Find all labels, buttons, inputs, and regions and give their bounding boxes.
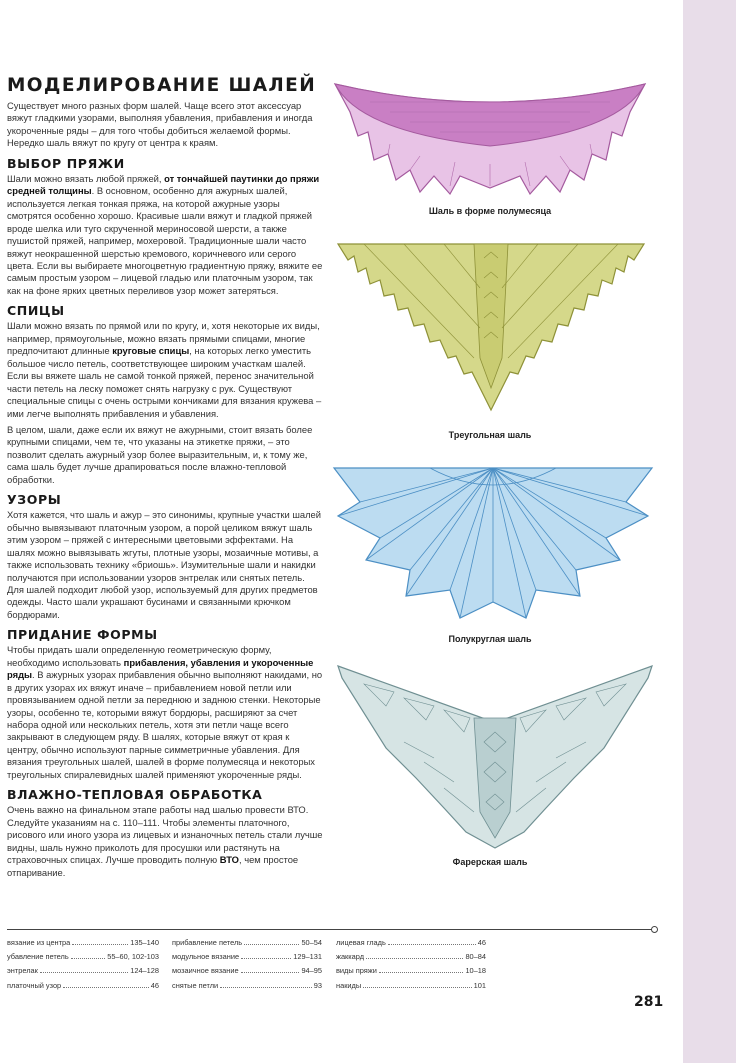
index-term: модульное вязание bbox=[172, 952, 240, 962]
index-entry[interactable] bbox=[7, 979, 159, 993]
section-heading-needles: СПИЦЫ bbox=[7, 303, 65, 319]
leader-dots bbox=[220, 980, 312, 988]
text-run: , чем простое отпаривание. bbox=[7, 854, 299, 878]
semicircle-shawl-caption: Полукруглая шаль bbox=[448, 634, 532, 644]
index-pages: 93 bbox=[313, 980, 322, 990]
index-entry[interactable] bbox=[7, 936, 159, 950]
index-column-2 bbox=[172, 936, 322, 993]
text-run: . В основном, особенно для ажурных шалей, используется легкая тонкая пряжа, на которой ажурные узоры смотрятся особенно хорошо. Красивые шали вяжут и гладкой пряжей вроде шелка или туго скрученной мериносовой шерсти, а также пушистой пряжей, например, мохеровой. Традиционные шали часто вяжут неокрашенной шерстью кремового, коричневого или серого цвета. Если вы выбираете многоцветную градиентную пряжу, вяжите ее самым простым узором – лицевой гладью или платочным узором, так как на фоне ярких цветных переливов узор может затеряться. bbox=[7, 185, 323, 296]
bold-term: ВТО bbox=[219, 854, 239, 866]
index-term: жаккард bbox=[336, 952, 365, 962]
index-term: снятые петли bbox=[172, 980, 219, 990]
faroese-shawl-caption: Фарерская шаль bbox=[452, 857, 528, 867]
index-entry[interactable] bbox=[336, 964, 486, 978]
index-entry[interactable] bbox=[172, 979, 322, 993]
leader-dots bbox=[366, 951, 463, 959]
index-divider-end-dot bbox=[651, 926, 658, 933]
index-entry[interactable] bbox=[336, 936, 486, 950]
leader-dots bbox=[63, 980, 149, 988]
text-run: Шали можно вязать любой пряжей, bbox=[7, 172, 162, 184]
index-pages: 94–95 bbox=[301, 966, 322, 976]
index-pages: 101 bbox=[473, 980, 486, 990]
crescent-shawl-illustration bbox=[330, 76, 650, 198]
index-column-1 bbox=[7, 936, 159, 993]
index-column-3 bbox=[336, 936, 486, 993]
text-run: . В ажурных узорах прибавления обычно выполняют накидами, но в других узорах их вяжут иначе – прибавлением новой петли или провязыванием одной петли за переднюю и заднюю стенки. Некоторые узоры, особенно те, которыми вяжут бордюры, расширяют за счет набора одной или нескольких петель, хотя эти петли чаще всего закрывают в следующем ряду. В шалях, которые вяжут от края к центру, обычно используют парные симметричные убавления. Для вязания треугольных шалей, шалей в форме полумесяца и некоторых треугольных спиралевидных шалей применяют укороченные ряды. bbox=[7, 669, 323, 780]
triangle-shawl-caption: Треугольная шаль bbox=[448, 430, 532, 440]
semicircle-shawl-illustration bbox=[330, 462, 656, 624]
shaping-paragraph bbox=[7, 644, 323, 781]
section-heading-patterns: УЗОРЫ bbox=[7, 492, 62, 508]
index-term: лицевая гладь bbox=[336, 938, 386, 947]
index-pages: 46 bbox=[150, 980, 159, 990]
intro-paragraph: Существует много разных форм шалей. Чаще всего этот аксессуар вяжут гладкими узорами, выполняя убавления, прибавления и иногда укороченные ряды – для того чтобы добиться желаемой формы. Нередко шаль вяжут по кругу от центра к краям. bbox=[7, 100, 313, 149]
patterns-paragraph: Хотя кажется, что шаль и ажур – это синонимы, крупные участки шалей обычно вывязывают платочным узором, а порой целиком вяжут шаль этим узором – пряжей с интересными цветовыми эффектами. На шалях можно вывязывать жгуты, плотные узоры, мозаичные мотивы, а также использовать технику «бриошь». Изумительные шали и накидки получаются при использовании узоров энтрелак или снятых петель. Для шалей подходит любой узор, используемый для других предметов одежды. Часто шали украшают бусинами и связанными крючком бордюрами. bbox=[7, 509, 322, 620]
text-column bbox=[7, 74, 323, 883]
index-pages: 50–54 bbox=[301, 938, 322, 947]
index-pages: 80–84 bbox=[465, 952, 486, 962]
index-divider bbox=[7, 929, 655, 930]
index-pages: 46 bbox=[477, 938, 486, 947]
text-run: , на которых легко уместить большое число петель, соответствующее широким участкам шалей. Если вы вяжете шаль не самой тонкой пряжей, перенос значительной части петель на леску поможет снять нагрузку с рук. Существуют специальные спицы с очень острыми кончиками для вязания кружева – ими легче выполнять прибавления и убавления. bbox=[7, 345, 322, 419]
index-term: платочный узор bbox=[7, 980, 62, 990]
leader-dots bbox=[363, 980, 471, 988]
index-term: прибавление петель bbox=[172, 938, 243, 947]
leader-dots bbox=[241, 951, 291, 959]
bold-term: от тончайшей паутинки до пряжи средней толщины bbox=[7, 172, 320, 197]
bold-term: прибавления, убавления и укороченные ряды bbox=[7, 656, 314, 681]
leader-dots bbox=[71, 951, 106, 959]
index-pages: 10–18 bbox=[465, 966, 486, 976]
yarn-paragraph bbox=[7, 173, 323, 298]
faroese-shawl-illustration bbox=[334, 662, 656, 852]
leader-dots bbox=[72, 937, 128, 945]
leader-dots bbox=[388, 937, 476, 945]
text-run: Чтобы придать шали определенную геометрическую форму, необходимо использовать bbox=[7, 644, 272, 668]
index-term: вязание из центра bbox=[7, 938, 71, 947]
triangle-shawl-illustration bbox=[334, 238, 648, 414]
index-entry[interactable] bbox=[172, 950, 322, 964]
needles-paragraph-2: В целом, шали, даже если их вяжут не ажурными, стоит вязать более крупными спицами, чем те, что указаны на этикетке пряжи, – это позволит сделать ажурный узор более выразительным, и, к тому же, сама шаль будет лучше драпироваться после влажно-тепловой обработки. bbox=[7, 423, 313, 485]
blocking-paragraph bbox=[7, 804, 323, 879]
index-term: убавление петель bbox=[7, 952, 69, 962]
section-heading-blocking: ВЛАЖНО-ТЕПЛОВАЯ ОБРАБОТКА bbox=[7, 787, 263, 803]
section-heading-yarn: ВЫБОР ПРЯЖИ bbox=[7, 155, 125, 171]
index-term: энтрелак bbox=[7, 966, 38, 976]
index-pages: 135–140 bbox=[130, 938, 159, 947]
index-pages: 129–131 bbox=[293, 952, 322, 962]
index-entry[interactable] bbox=[336, 950, 486, 964]
text-run: Очень важно на финальном этапе работы над шалью провести ВТО. Следуйте указаниям на с. 110–111. Чтобы элементы платочного, рисового или иного узора из лицевых и изнаночных петель стали лучше видны, шаль нужно приколоть для просушки или растянуть на страховочных спицах. Лучше проводить полную bbox=[7, 804, 323, 866]
index-entry[interactable] bbox=[172, 936, 322, 950]
index-term: виды пряжи bbox=[336, 966, 377, 976]
index-term: накиды bbox=[336, 980, 362, 990]
index-entry[interactable] bbox=[7, 964, 159, 978]
page-title: МОДЕЛИРОВАНИЕ ШАЛЕЙ bbox=[7, 75, 317, 96]
leader-dots bbox=[379, 965, 464, 973]
leader-dots bbox=[40, 965, 128, 973]
side-color-bar bbox=[683, 0, 736, 1063]
index-pages: 124–128 bbox=[130, 966, 159, 976]
index-entry[interactable] bbox=[172, 964, 322, 978]
index-entry[interactable] bbox=[7, 950, 159, 964]
bold-term: круговые спицы bbox=[112, 345, 190, 357]
leader-dots bbox=[244, 937, 299, 945]
section-heading-shaping: ПРИДАНИЕ ФОРМЫ bbox=[7, 627, 158, 643]
text-run: Шали можно вязать по прямой или по кругу, и, хотя некоторые их виды, например, прямоугольные, можно вязать прямыми спицами, многие предпочитают длинные bbox=[7, 320, 320, 357]
index-entry[interactable] bbox=[336, 979, 486, 993]
page-number: 281 bbox=[634, 994, 664, 1010]
index-term: мозаичное вязание bbox=[172, 966, 239, 976]
needles-paragraph-1 bbox=[7, 320, 323, 420]
leader-dots bbox=[241, 965, 300, 973]
crescent-shawl-caption: Шаль в форме полумесяца bbox=[428, 206, 552, 216]
index-pages: 55–60, 102-103 bbox=[107, 952, 159, 962]
